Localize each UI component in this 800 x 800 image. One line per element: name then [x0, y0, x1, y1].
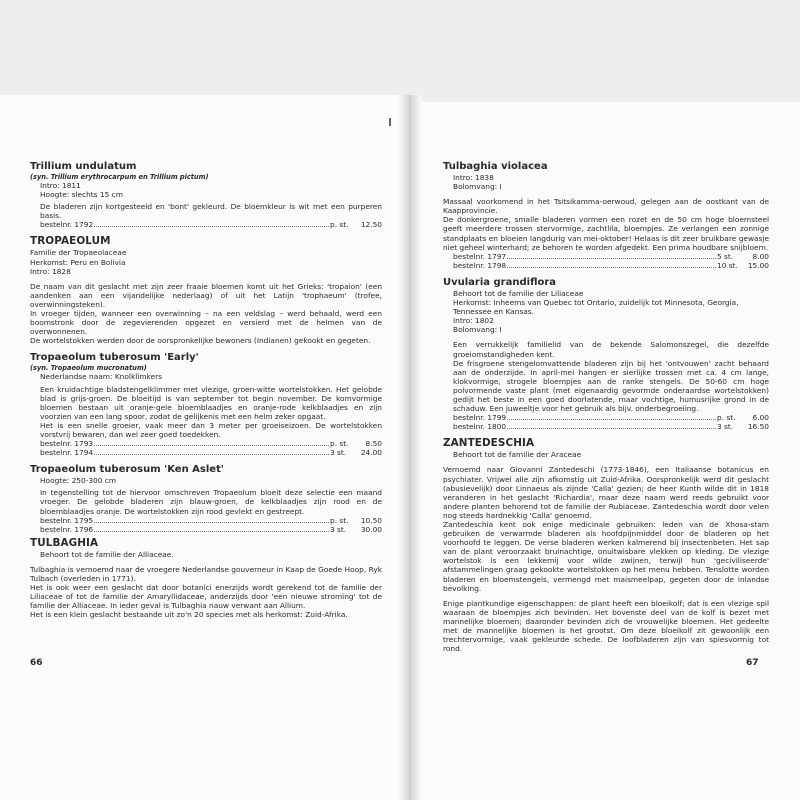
hardiness-zone: Bolomvang: I [453, 182, 502, 192]
genus-zantedeschia [443, 437, 769, 653]
family-line: Behoort tot de familie der Araceae [453, 450, 582, 460]
intro-year: Intro: 1811 [40, 181, 81, 190]
description: De bladeren zijn kortgesteeld en 'bont' gekleurd. De bloemkleur is wit met een purperen basis. [40, 202, 382, 221]
entry-title: Tropaeolum tuberosum 'Ken Aslet' [30, 464, 224, 476]
genus-title: ZANTEDESCHIA [443, 437, 535, 450]
hardiness-zone: Bolomvang: I [453, 325, 502, 335]
entry-title: Tulbaghia violacea [443, 161, 548, 172]
paragraph: De naam van dit geslacht met zijn zeer fraaie bloemen komt uit het Grieks: 'tropaion' (een aandenken aan een vijandelijke nederlaag) of uit het Latijn 'trophaeum' (trofee, overwinningsteken). [30, 281, 382, 309]
order-line: bestelnr. 1793 p. st. 8.50 [40, 439, 382, 449]
paragraph: De donkergroene, smalle bladeren vormen een rozet en de 50 cm hoge bloemsteel geeft meerdere trossen stervormige, zachtlila, bloempjes. Ze verlangen een zonnige standplaats en bloeien langdurig van mei-oktober! Helaas is dit zeer bruikbare gewasje niet geheel winterhard; ze behoren te worden afgedekt. Een prima houdbare snijbloem. [443, 215, 769, 252]
paragraph: De frisgroene stengelomvattende bladeren zijn bij het 'ontvouwen' zacht behaard aan de onderzijde. In april-mei hangen er sierlijke trossen met ca. 4 cm lange, klokvormige, strogele bloempjes aan de ranke stengels. De 50-60 cm hoge polvormende vaste plant (met eigenaardig gevormde onderaardse wortelstokken) gedijt het beste in een goed doorlatende, maar vochtige, humusrijke grond in de schaduw. Een juweeltje voor het gebruik als bijv. onderbegroeiing. [453, 358, 769, 414]
family-line: Behoort tot de familie der Alliaceae. [40, 549, 174, 559]
paragraph: Een kruidachtige bladstengelklimmer met vlezige, groen-witte wortelstokken. Het gelobde blad is grijs-groen. De bloeitijd is van september tot begin november. De komvormige bloemen bestaan uit oranje-gele bloemblaadjes en oranje-rode kelkblaadjes en zijn voorzien van een lang spoor, zodat de gelijkenis met een helm zeker opgaat. [40, 384, 382, 421]
order-line: bestelnr. 1795 p. st. 10.50 [40, 515, 382, 525]
intro-year: Intro: 1828 [30, 266, 71, 276]
family-line: Behoort tot de familie der Liliaceae [453, 288, 584, 298]
genus-tulbaghia [30, 537, 382, 620]
order-line: bestelnr. 1792 p. st. 12.50 [40, 220, 382, 230]
plant-height: Hoogte: 250-300 cm [40, 476, 117, 486]
paragraph: Enige plantkundige eigenschappen: de plant heeft een bloeikolf; dat is een vlezige spil waaraan de bloempjes zich bevinden. Het bovenste deel van de kolf is bezet met mannelijke bloemen; daaronder bevinden zich de vrouwelijke bloemen. Het gedeelte met de mannelijke bloemen is het grootst. Om deze bloeikolf zit gewoonlijk een trechtervormige, vaak gekleurde schede. De loofbladeren zijn van spiesvormig tot rond. [443, 598, 769, 654]
order-line: bestelnr. 1800 3 st. 16.50 [453, 422, 769, 432]
dutch-name: Nederlandse naam: Knolklimkers [40, 372, 162, 382]
page-number: 66 [30, 658, 43, 668]
entry-title: Trillium undulatum [30, 161, 137, 172]
origin-line: Herkomst: Inheems van Quebec tot Ontario, zuidelijk tot Minnesota, Georgia, Tennessee en Kansas. [453, 298, 739, 317]
plant-height: Hoogte: slechts 15 cm [40, 190, 123, 200]
entry-trillium-undulatum [30, 160, 382, 229]
paragraph: Een verrukkelijk familielid van de bekende Salomonszegel, die dezelfde groeiomstandigheden kent. [453, 340, 769, 359]
paragraph: Het is een snelle groeier, vaak meer dan 3 meter per groeiseizoen. De wortelstokken vorstvrij bewaren, dan wel zeer goed toedekken. [40, 420, 382, 439]
origin-line: Herkomst: Peru en Bolivia [30, 257, 126, 267]
order-line: bestelnr. 1799 p. st. 6.00 [453, 413, 769, 423]
paragraph: Tulbaghia is vernoemd naar de vroegere Nederlandse gouverneur in Kaap de Goede Hoop, Ryk Tulbach (overleden in 1771). [30, 564, 382, 583]
book-gutter [398, 95, 422, 800]
paragraph: Het is ook weer een geslacht dat door botanici enerzijds wordt gerekend tot de familie der Liliaceae of tot de familie der Amaryllidaceae, anderzijds door 'een nieuwe stroming' tot de familie der Alliaceae. In ieder geval is Tulbaghia nauw verwant aan Allium. [30, 583, 382, 611]
entry-title: Tropaeolum tuberosum 'Early' [30, 352, 199, 364]
paragraph: In tegenstelling tot de hiervoor omschreven Tropaeolum bloeit deze selectie een maand vroeger. De gelobde bladeren zijn blauw-groen, de kelkblaadjes zijn rood en de bloemblaadjes oranje. De wortelstokken zijn rood gevlekt en gestreept. [40, 488, 382, 516]
paragraph: Zantedeschia kent ook enige medicinale gebruiken: leden van de Xhosa-stam gebruiken de verwarmde bladeren als hoofdpijnmiddel door de bladeren op het voorhoofd te leggen. De verse bladeren werken kalmerend bij insectenbeten. Het sap van de plant veroorzaakt bruinachtige, onuitwisbare vlekken op kleding. De vlezige wortelstok is een lekkernij voor wilde zwijnen, terwijl hun 'geciviliseerde' afstammelingen graag gekookte wortelstokken op het menu hebben. Tenslotte worden bladeren en bloemstengels, vermengd met maismeelpap, gegeten door de inlandse bevolking. [443, 520, 769, 593]
intro-year: Intro: 1802 [453, 316, 494, 326]
entry-tropaeolum-early [30, 351, 382, 457]
synonym: (syn. Trillium erythrocarpum en Trillium pictum) [30, 173, 209, 181]
synonym: (syn. Tropaeolum mucronatum) [30, 364, 147, 373]
entry-title: Uvularia grandiflora [443, 276, 557, 288]
paragraph: In vroeger tijden, wanneer een overwinning – na een veldslag – werd behaald, werd een boomstronk door de zegevierenden opgezet en versierd met de helmen van de overwonnenen. [30, 309, 382, 337]
paragraph: Massaal voorkomend in het Tsitsikamma-oerwoud, gelegen aan de oostkant van de Kaapprovincie. [443, 197, 769, 216]
genus-title: TULBAGHIA [30, 536, 99, 549]
order-line: bestelnr. 1794 3 st. 24.00 [40, 448, 382, 458]
order-line: bestelnr. 1798 10 st. 15.00 [453, 260, 769, 270]
paragraph: Vernoemd naar Giovanni Zantedeschi (1773-1846), een Italiaanse botanicus en psychiater. Vrijwel alle zijn afkomstig uit Zuid-Afrika. Oorspronkelijk werd dit geslacht (abusievelijk) door Linnaeus als zijnde 'Calla' gezien; de heer Kunth wilde dit in 1818 veranderen in het geslacht 'Richardia', maar deze naam werd reeds gebruikt voor andere planten behorend tot de familie der Rubiaceae. Zantedeschia wordt door velen nog steeds hardnekkig 'Calla' genoemd. [443, 465, 769, 520]
page-number: 67 [746, 658, 759, 668]
entry-tropaeolum-ken-aslet [30, 463, 382, 534]
entry-uvularia-grandiflora [443, 276, 769, 431]
family-line: Familie der Tropaeolaceae [30, 248, 127, 258]
genus-tropaeolum [30, 235, 382, 345]
left-column [30, 160, 382, 619]
order-line: bestelnr. 1797 5 st. 8.00 [453, 251, 769, 261]
entry-tulbaghia-violacea [443, 160, 769, 270]
binding-mark [389, 118, 391, 126]
right-column [443, 160, 769, 653]
genus-title: TROPAEOLUM [30, 235, 111, 248]
order-line: bestelnr. 1796 3 st. 30.00 [40, 524, 382, 534]
paragraph: Het is een klein geslacht bestaande uit zo'n 20 species met als herkomst: Zuid-Afrika. [30, 610, 348, 620]
paragraph: De wortelstokken werden door de oorspronkelijke bewoners (Indianen) gekookt en gegeten. [30, 336, 371, 346]
intro-year: Intro: 1838 [453, 173, 494, 182]
